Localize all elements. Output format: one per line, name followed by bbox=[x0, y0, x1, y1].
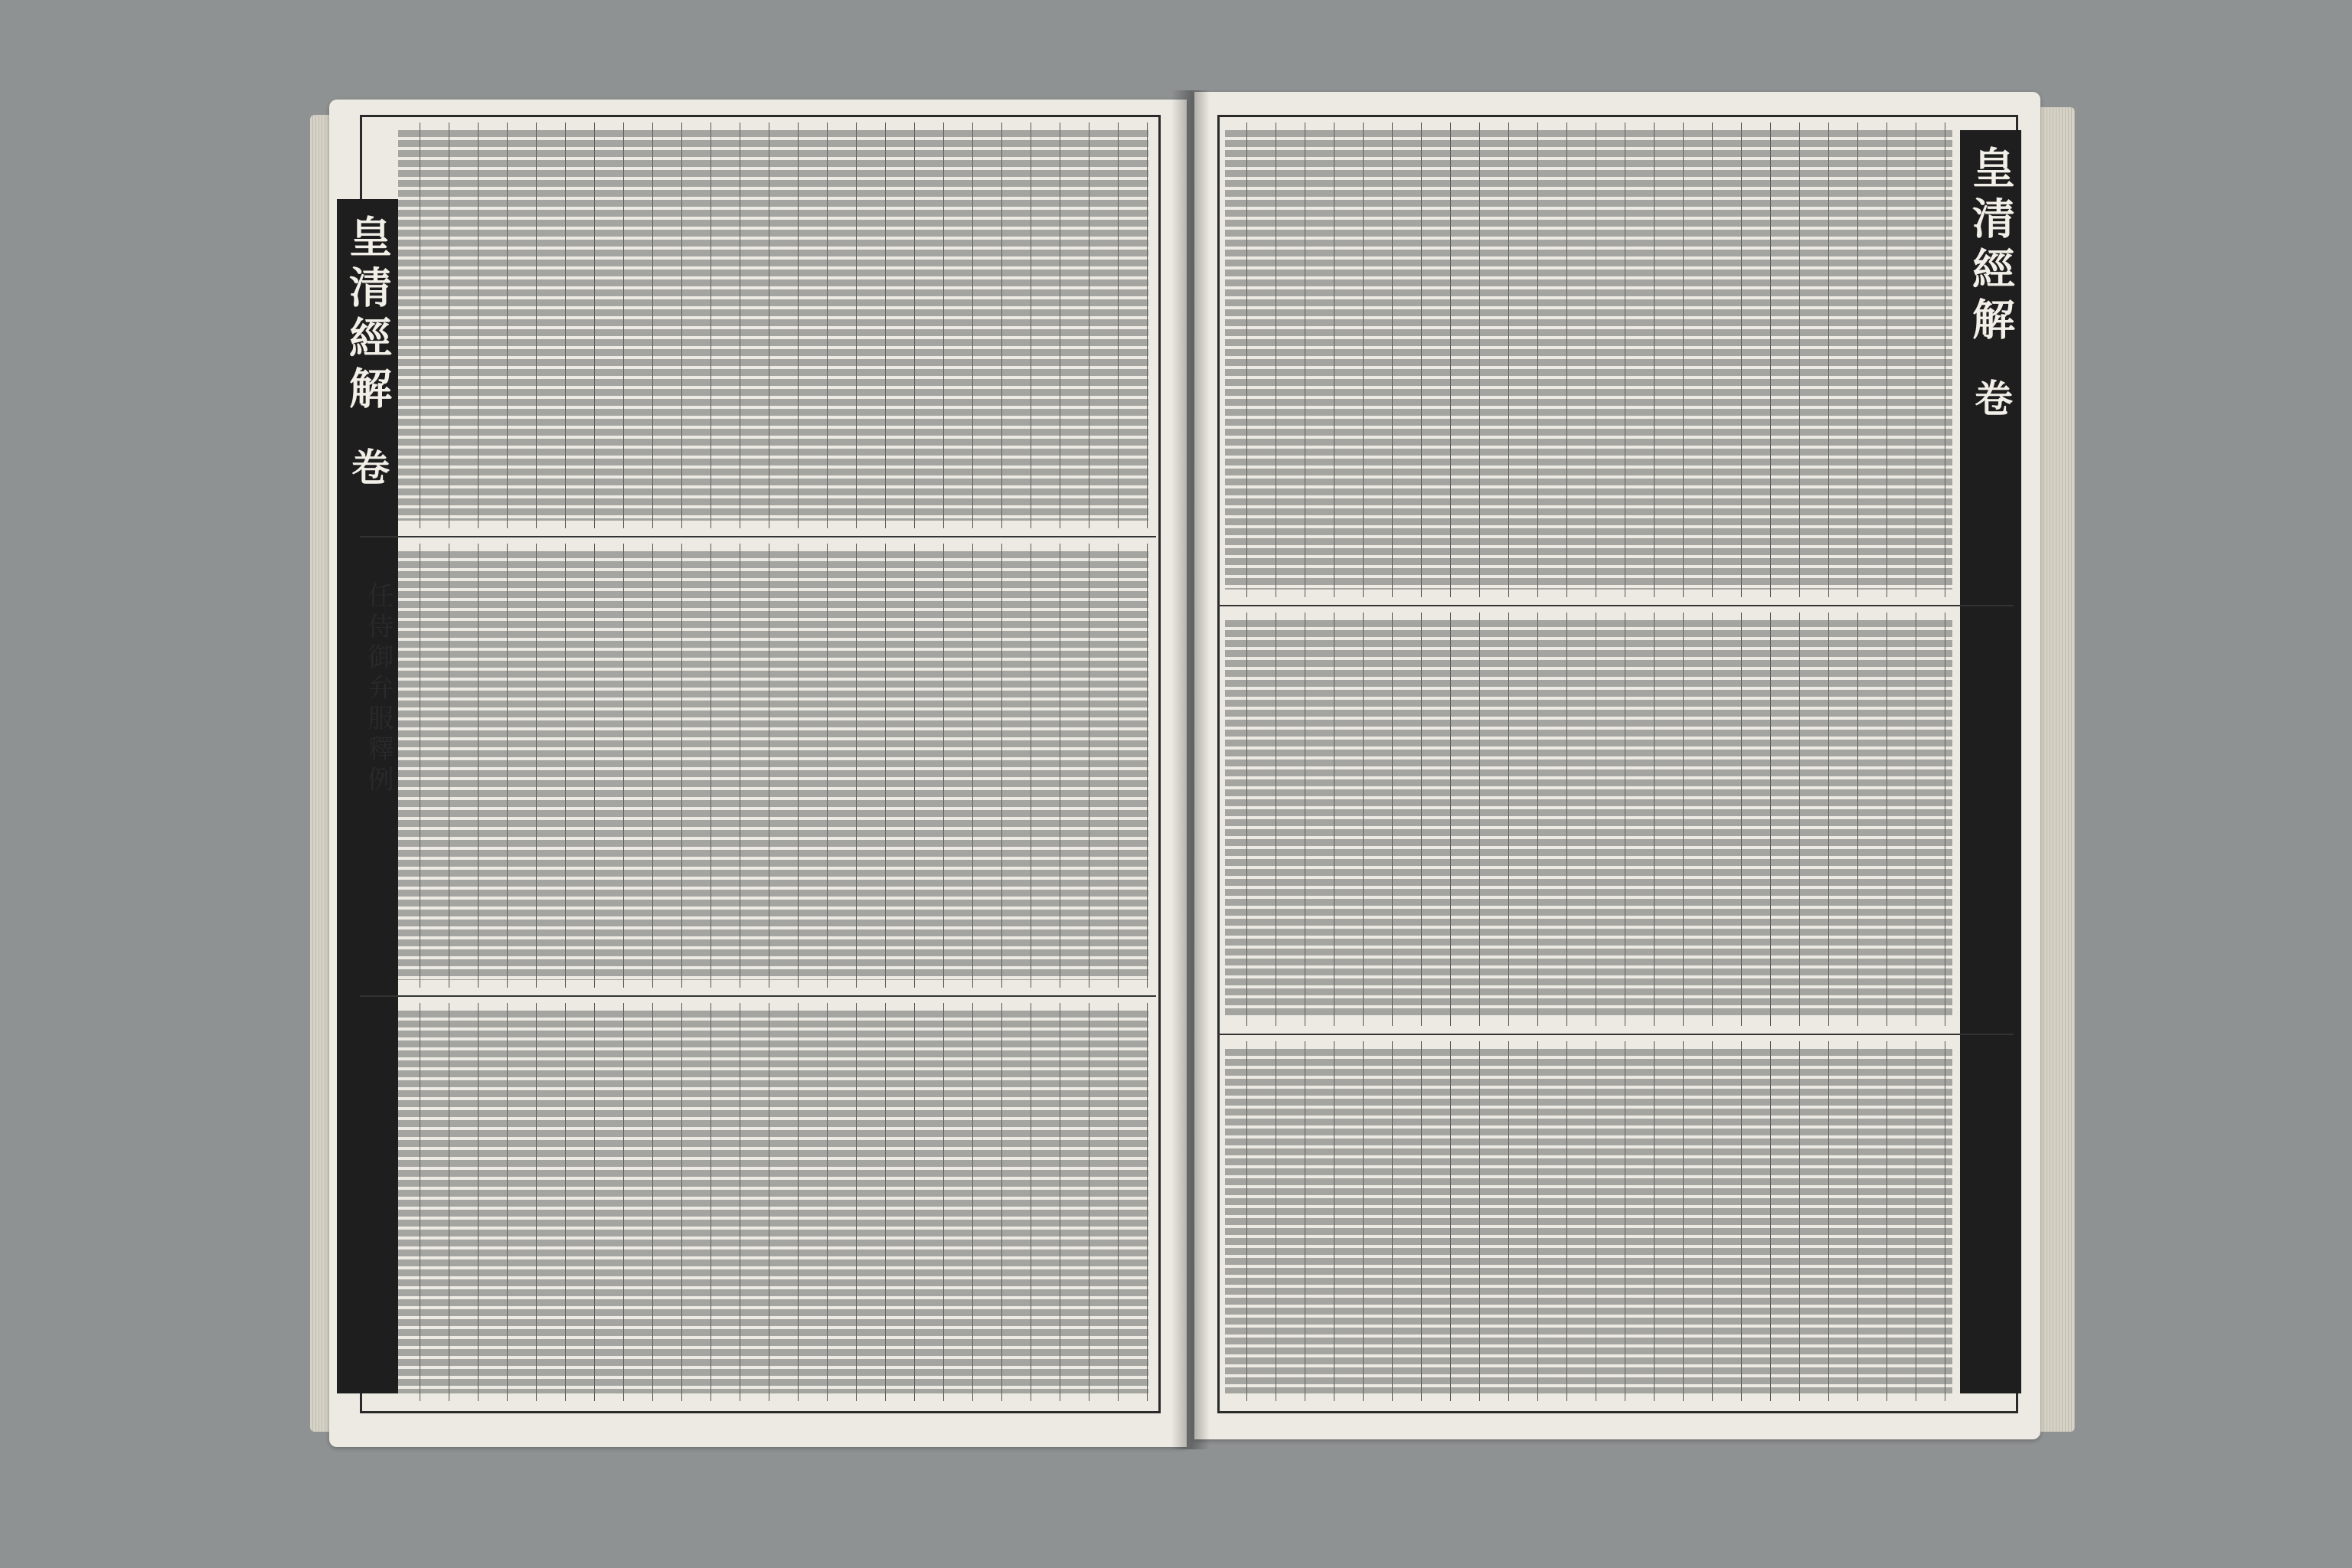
right-volume-label: 卷 bbox=[1968, 378, 2014, 424]
right-title: 皇清經解 bbox=[1965, 145, 2016, 348]
right-middle-text bbox=[1225, 620, 1952, 1018]
left-upper-text bbox=[398, 130, 1148, 521]
right-lower-text bbox=[1225, 1049, 1952, 1393]
right-upper-text bbox=[1225, 130, 1952, 590]
book-gutter bbox=[1171, 90, 1210, 1449]
left-volume-label: 卷 bbox=[345, 447, 390, 493]
left-middle-text bbox=[398, 551, 1148, 980]
left-title: 皇清經解 bbox=[342, 214, 393, 416]
left-lower-text bbox=[398, 1011, 1148, 1393]
left-section-title: 任侍御弁服釋例 bbox=[363, 582, 394, 796]
